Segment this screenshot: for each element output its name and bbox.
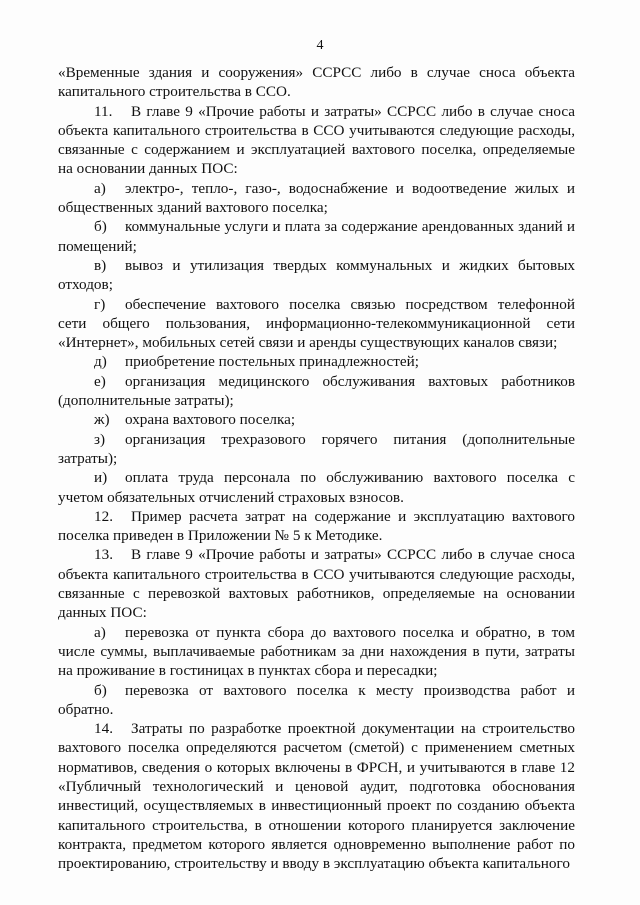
paragraph-text: В главе 9 «Прочие работы и затраты» ССРСС либо в случае сноса объекта капитального строительства в ССО учитываются следующие расходы, связанные с содержанием и эксплуатацией вахтового поселка, определяемые на основании данных ПОС:: [58, 102, 575, 178]
paragraph-number: 11.: [94, 102, 113, 120]
list-item-b: [58, 217, 575, 256]
document-body: [58, 63, 575, 873]
paragraph-14: [58, 719, 575, 873]
list-item-label: и): [94, 469, 108, 487]
list-item-text: обеспечение вахтового поселка связью посредством телефонной сети общего пользования, информационно-телекоммуникационной сети «Интернет», мобильных сетей связи и аренды существующих каналов связи;: [58, 295, 575, 352]
list-item-label: а): [94, 179, 106, 197]
list-item-e: [58, 372, 575, 411]
list-item-label: д): [94, 353, 107, 371]
list-item-label: г): [94, 295, 106, 313]
paragraph-text: В главе 9 «Прочие работы и затраты» ССРСС либо в случае сноса объекта капитального строительства в ССО учитываются следующие расходы, связанные с перевозкой вахтовых работников, определяемые на основании данных ПОС:: [58, 546, 575, 622]
list-item-text: организация медицинского обслуживания вахтовых работников (дополнительные затраты);: [58, 372, 575, 410]
paragraph-number: 13.: [94, 546, 113, 564]
list-item-b-2: [58, 681, 575, 720]
list-item-label: а): [94, 623, 106, 641]
page-number: 4: [316, 38, 324, 53]
list-item-label: б): [94, 218, 107, 236]
list-item-text: перевозка от вахтового поселка к месту производства работ и обратно.: [58, 681, 575, 718]
paragraph-text: Затраты по разработке проектной документации на строительство вахтового поселка определяются расчетом (сметой) с применением сметных нормативов, сведения о которых включены в ФРСН, и учитываются в главе 12 «Публичный технологический и ценовой аудит, подготовка обоснования инвестиций, осуществляемых в инвестиционный проект по созданию объекта капитального строительства, в отношении которого планируется заключение контракта, предметом которого является одновременно выполнение работ по проектированию, строительству и вводу в эксплуатацию объекта капитального: [58, 720, 575, 873]
list-item-v: [58, 256, 575, 295]
list-item-i: [58, 468, 575, 507]
list-item-text: приобретение постельных принадлежностей;: [125, 353, 419, 371]
list-item-text: коммунальные услуги и плата за содержание арендованных зданий и помещений;: [58, 218, 575, 255]
list-item-label: в): [94, 256, 107, 274]
paragraph-continuation: [58, 63, 575, 102]
list-item-d: [58, 352, 575, 371]
paragraph-13: [58, 545, 575, 622]
paragraph-12: [58, 507, 575, 546]
list-item-text: вывоз и утилизация твердых коммунальных и жидких бытовых отходов;: [58, 256, 575, 294]
list-item-text: оплата труда персонала по обслуживанию вахтового поселка с учетом обязательных отчислений страховых взносов.: [58, 469, 575, 506]
paragraph-text: «Временные здания и сооружения» ССРСС либо в случае сноса объекта капитального строительства в ССО.: [58, 64, 575, 101]
list-item-text: охрана вахтового поселка;: [125, 411, 296, 429]
list-item-a: [58, 179, 575, 218]
list-item-a-2: [58, 623, 575, 681]
list-item-label: з): [94, 430, 106, 448]
paragraph-11: [58, 102, 575, 179]
paragraph-text: Пример расчета затрат на содержание и эксплуатацию вахтового поселка приведен в Приложении № 5 к Методике.: [58, 507, 575, 545]
paragraph-number: 14.: [94, 720, 113, 738]
list-item-label: е): [94, 372, 106, 390]
list-item-text: электро-, тепло-, газо-, водоснабжение и водоотведение жилых и общественных зданий вахтового поселка;: [58, 179, 575, 217]
list-item-label: ж): [94, 411, 110, 429]
list-item-zh: [58, 410, 575, 429]
list-item-label: б): [94, 681, 107, 699]
list-item-text: организация трехразового горячего питания (дополнительные затраты);: [58, 430, 575, 467]
list-item-z: [58, 430, 575, 469]
paragraph-number: 12.: [94, 507, 113, 525]
list-item-text: перевозка от пункта сбора до вахтового поселка и обратно, в том числе суммы, выплачиваемые работникам за дни нахождения в пути, затраты на проживание в гостиницах в пунктах сбора и пересадки;: [58, 623, 575, 680]
list-item-g: [58, 295, 575, 353]
